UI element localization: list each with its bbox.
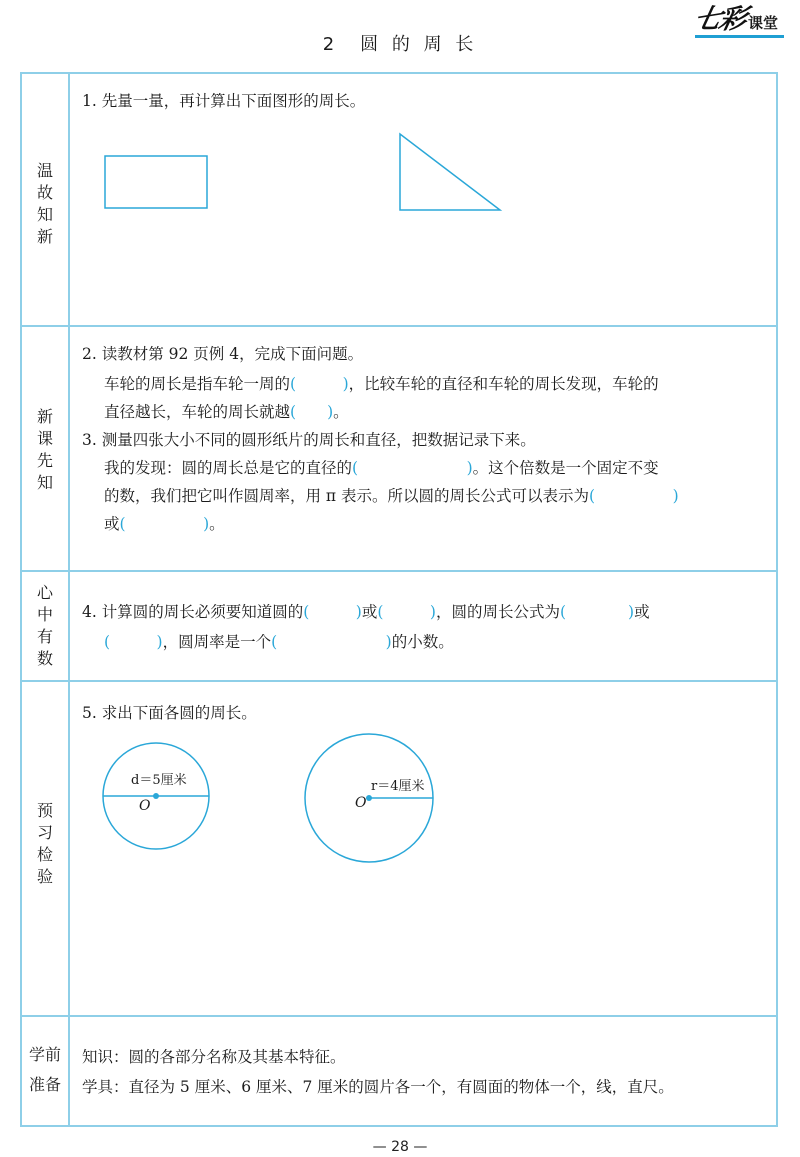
question-3-line-2: 的数，我们把它叫作圆周率，用 π 表示。所以圆的周长公式可以表示为( ) xyxy=(104,487,679,505)
circle-1-diameter-label: d＝5厘米 xyxy=(131,773,187,788)
answer-blank[interactable]: ( ) xyxy=(303,603,362,621)
question-5: 5. 求出下面各圆的周长。 xyxy=(82,704,257,722)
section-label-new-lesson: 新 课 先 知 xyxy=(36,407,53,492)
section-divider-1 xyxy=(20,325,778,327)
section-divider-3 xyxy=(20,680,778,682)
circle-figure-radius xyxy=(302,731,436,865)
question-2-line-1: 车轮的周长是指车轮一周的( )，比较车轮的直径和车轮的周长发现，车轮的 xyxy=(104,375,659,393)
circle-1-center-label: O xyxy=(139,798,151,814)
section-label-check: 预 习 检 验 xyxy=(36,801,53,886)
question-4-line-1: 4. 计算圆的周长必须要知道圆的( )或( )，圆的周长公式为( )或 xyxy=(82,603,650,621)
logo-script: 七彩 xyxy=(691,4,748,35)
answer-blank[interactable]: ( ) xyxy=(559,603,635,621)
answer-blank[interactable]: ( ) xyxy=(119,515,210,533)
section-label-key-points: 心 中 有 数 xyxy=(36,583,53,668)
section-divider-4 xyxy=(20,1015,778,1017)
section-label-prep: 学前 准备 xyxy=(28,1045,61,1094)
answer-blank[interactable]: ( ) xyxy=(290,403,334,421)
page-title: 2 圆 的 周 长 xyxy=(322,34,478,55)
logo-word: 课堂 xyxy=(747,14,778,32)
question-2-line-2: 直径越长，车轮的周长就越( )。 xyxy=(104,403,349,421)
prep-knowledge: 知识：圆的各部分名称及其基本特征。 xyxy=(82,1048,346,1066)
page-number: — 28 — xyxy=(372,1139,428,1155)
question-1: 1. 先量一量，再计算出下面图形的周长。 xyxy=(82,92,366,110)
triangle-figure xyxy=(393,128,508,216)
answer-blank[interactable]: ( ) xyxy=(377,603,436,621)
question-3-title: 3. 测量四张大小不同的圆形纸片的周长和直径，把数据记录下来。 xyxy=(82,431,536,449)
question-4-line-2: ( )，圆周率是一个( )的小数。 xyxy=(104,633,454,651)
question-3-line-3: 或( )。 xyxy=(104,515,225,533)
rectangle-figure xyxy=(100,150,215,215)
answer-blank[interactable]: ( ) xyxy=(104,633,163,651)
section-divider-2 xyxy=(20,570,778,572)
section-label-review: 温 故 知 新 xyxy=(36,161,53,246)
answer-blank[interactable]: ( ) xyxy=(271,633,392,651)
question-2-title: 2. 读教材第 92 页例 4，完成下面问题。 xyxy=(82,345,364,363)
circle-2-center-label: O xyxy=(355,795,367,811)
circle-figure-diameter xyxy=(100,740,215,855)
label-column-divider xyxy=(68,72,70,1127)
circle-2-radius-label: r＝4厘米 xyxy=(371,779,425,794)
prep-tools: 学具：直径为 5 厘米、6 厘米、7 厘米的圆片各一个，有圆面的物体一个，线，直尺。 xyxy=(82,1078,674,1096)
answer-blank[interactable]: ( ) xyxy=(352,459,473,477)
question-3-line-1: 我的发现：圆的周长总是它的直径的( )。这个倍数是一个固定不变 xyxy=(104,459,659,477)
answer-blank[interactable]: ( ) xyxy=(589,487,679,505)
answer-blank[interactable]: ( ) xyxy=(290,375,349,393)
